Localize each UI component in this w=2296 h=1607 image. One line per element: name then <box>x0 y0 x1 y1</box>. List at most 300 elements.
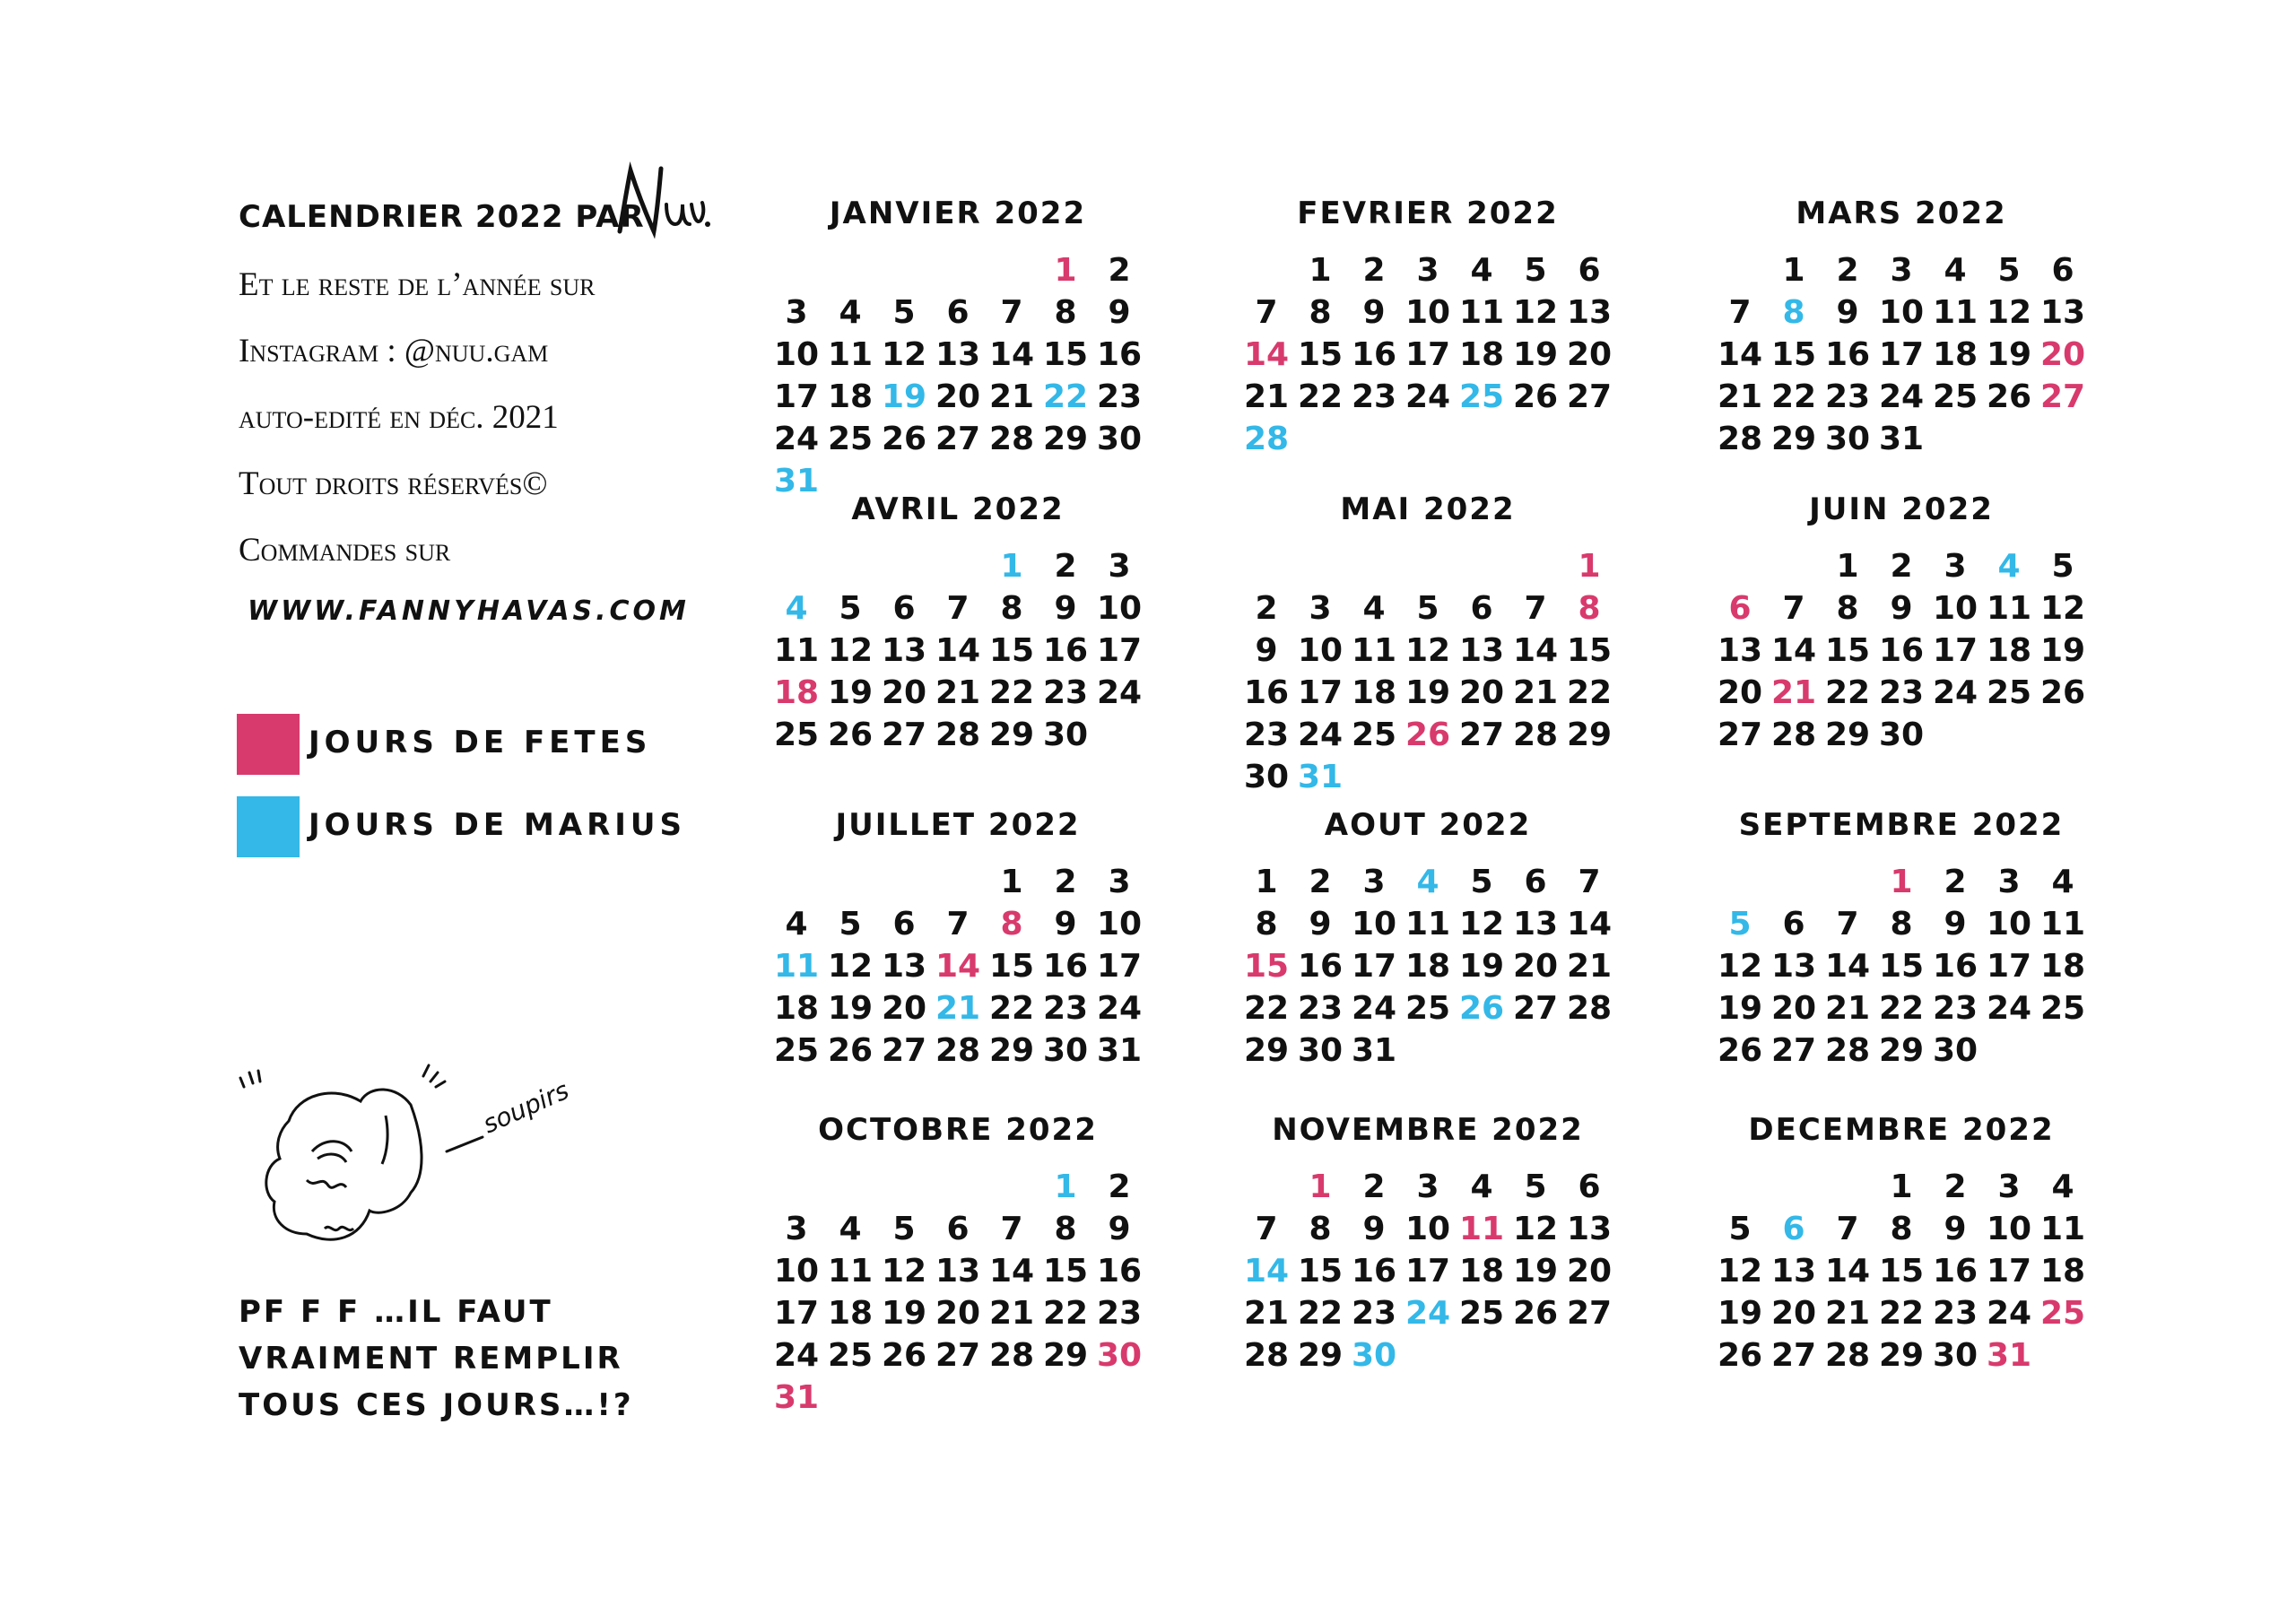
doodle-caption: PF F F …IL FAUT VRAIMENT REMPLIR TOUS CES JOURS…!? <box>239 1294 634 1423</box>
day-cell: 15 <box>1824 632 1871 669</box>
day-cell: 20 <box>1770 990 1817 1027</box>
day-cell: 15 <box>1770 336 1817 373</box>
day-cell: 28 <box>988 421 1035 457</box>
day-cell: 27 <box>1458 717 1505 753</box>
day-cell-marius: 4 <box>785 590 808 627</box>
day-cell: 26 <box>1986 378 2032 415</box>
day-cell: 6 <box>892 906 916 942</box>
info-line-self-published: auto-edité en déc. 2021 <box>239 399 559 436</box>
day-cell: 13 <box>2039 294 2086 331</box>
day-cell: 23 <box>1878 674 1925 711</box>
day-cell: 17 <box>1297 674 1344 711</box>
calendar-title: CALENDRIER 2022 PAR <box>239 199 645 235</box>
day-cell-fete: 14 <box>1243 336 1290 373</box>
day-cell: 9 <box>1255 632 1278 669</box>
month-day-grid <box>1239 249 1616 460</box>
day-cell: 18 <box>827 378 874 415</box>
empty-day-slot <box>1767 861 1821 903</box>
info-line-rest-of-year: Et le reste de l’année sur <box>239 266 596 303</box>
day-cell: 20 <box>881 674 927 711</box>
day-cell: 12 <box>1986 294 2032 331</box>
day-cell: 25 <box>827 1337 874 1374</box>
day-cell: 27 <box>1717 717 1763 753</box>
day-cell: 3 <box>785 1211 808 1247</box>
day-cell: 10 <box>1096 906 1143 942</box>
day-cell: 10 <box>1405 1211 1451 1247</box>
empty-day-slot <box>1455 545 1509 587</box>
day-cell: 29 <box>1878 1337 1925 1374</box>
month-day-grid <box>770 545 1146 756</box>
day-cell: 13 <box>935 1253 981 1290</box>
day-cell: 7 <box>1524 590 1547 627</box>
day-cell: 4 <box>839 1211 862 1247</box>
day-cell-marius: 11 <box>773 948 820 985</box>
day-cell: 11 <box>1458 294 1505 331</box>
empty-day-slot <box>1239 249 1293 291</box>
day-cell: 6 <box>1782 906 1805 942</box>
day-cell: 15 <box>1878 948 1925 985</box>
day-cell: 23 <box>1042 674 1089 711</box>
day-cell: 19 <box>1717 990 1763 1027</box>
day-cell: 18 <box>1351 674 1397 711</box>
day-cell: 23 <box>1351 378 1397 415</box>
day-cell: 19 <box>881 1295 927 1332</box>
day-cell: 30 <box>1096 421 1143 457</box>
day-cell: 7 <box>1255 1211 1278 1247</box>
day-cell-marius: 14 <box>1243 1253 1290 1290</box>
month-day-grid <box>770 861 1146 1072</box>
day-cell: 13 <box>881 948 927 985</box>
day-cell: 25 <box>773 717 820 753</box>
day-cell: 13 <box>1566 1211 1613 1247</box>
day-cell: 1 <box>1309 252 1332 289</box>
day-cell: 3 <box>1416 1168 1439 1205</box>
month-title: OCTOBRE 2022 <box>818 1112 1098 1148</box>
day-cell: 3 <box>785 294 808 331</box>
day-cell: 6 <box>1578 1168 1601 1205</box>
day-cell-marius: 25 <box>1458 378 1505 415</box>
month-day-grid <box>1713 249 2090 460</box>
day-cell: 24 <box>1351 990 1397 1027</box>
day-cell: 7 <box>1255 294 1278 331</box>
month-title: MAI 2022 <box>1340 491 1516 527</box>
day-cell-marius: 21 <box>935 990 981 1027</box>
day-cell: 14 <box>1824 948 1871 985</box>
legend-swatch-marius <box>237 796 300 857</box>
empty-day-slot <box>931 1166 985 1208</box>
day-cell: 4 <box>1470 1168 1493 1205</box>
day-cell: 11 <box>2039 1211 2086 1247</box>
month-day-grid <box>770 1166 1146 1419</box>
day-cell: 13 <box>1770 948 1817 985</box>
day-cell: 25 <box>1986 674 2032 711</box>
day-cell: 22 <box>1243 990 1290 1027</box>
day-cell: 16 <box>1042 632 1089 669</box>
day-cell-marius: 26 <box>1458 990 1505 1027</box>
day-cell: 24 <box>1932 674 1979 711</box>
day-cell: 3 <box>1309 590 1332 627</box>
day-cell: 19 <box>1717 1295 1763 1332</box>
day-cell: 9 <box>1944 1211 1967 1247</box>
month-title: MARS 2022 <box>1796 195 2007 231</box>
day-cell-fete: 1 <box>1890 864 1913 900</box>
day-cell: 17 <box>773 1295 820 1332</box>
day-cell: 5 <box>892 1211 916 1247</box>
day-cell: 25 <box>827 421 874 457</box>
day-cell: 27 <box>1566 1295 1613 1332</box>
month-day-grid <box>1713 861 2090 1072</box>
day-cell: 1 <box>1782 252 1805 289</box>
day-cell: 6 <box>946 1211 970 1247</box>
day-cell: 25 <box>1458 1295 1505 1332</box>
day-cell: 3 <box>1944 548 1967 585</box>
day-cell: 7 <box>1000 1211 1023 1247</box>
day-cell: 8 <box>1054 1211 1077 1247</box>
day-cell: 24 <box>773 1337 820 1374</box>
empty-day-slot <box>1821 1166 1874 1208</box>
day-cell: 29 <box>1297 1337 1344 1374</box>
day-cell: 9 <box>1054 590 1077 627</box>
day-cell: 26 <box>881 1337 927 1374</box>
day-cell: 17 <box>773 378 820 415</box>
day-cell: 26 <box>2039 674 2086 711</box>
day-cell: 19 <box>1458 948 1505 985</box>
day-cell: 20 <box>935 378 981 415</box>
day-cell: 21 <box>1243 1295 1290 1332</box>
day-cell-marius: 30 <box>1351 1337 1397 1374</box>
day-cell: 20 <box>1566 336 1613 373</box>
day-cell: 20 <box>1458 674 1505 711</box>
day-cell: 3 <box>1108 864 1131 900</box>
day-cell: 3 <box>1997 864 2021 900</box>
day-cell: 25 <box>1405 990 1451 1027</box>
empty-day-slot <box>1713 545 1767 587</box>
month-title: DECEMBRE 2022 <box>1748 1112 2055 1148</box>
day-cell: 11 <box>1351 632 1397 669</box>
day-cell: 19 <box>827 674 874 711</box>
day-cell: 9 <box>1944 906 1967 942</box>
day-cell: 21 <box>988 1295 1035 1332</box>
day-cell: 9 <box>1362 1211 1386 1247</box>
day-cell: 10 <box>773 336 820 373</box>
day-cell: 22 <box>1878 990 1925 1027</box>
day-cell: 27 <box>1770 1032 1817 1069</box>
day-cell: 17 <box>1878 336 1925 373</box>
day-cell: 4 <box>2051 1168 2074 1205</box>
day-cell-fete: 15 <box>1243 948 1290 985</box>
day-cell: 5 <box>1524 252 1547 289</box>
day-cell: 4 <box>2051 864 2074 900</box>
day-cell: 22 <box>1042 1295 1089 1332</box>
empty-day-slot <box>1401 545 1455 587</box>
day-cell: 19 <box>1986 336 2032 373</box>
day-cell: 21 <box>1566 948 1613 985</box>
day-cell: 11 <box>1405 906 1451 942</box>
day-cell: 28 <box>988 1337 1035 1374</box>
day-cell: 22 <box>1297 1295 1344 1332</box>
month-day-grid <box>770 249 1146 502</box>
day-cell: 2 <box>1944 864 1967 900</box>
day-cell: 28 <box>1512 717 1559 753</box>
day-cell: 16 <box>1042 948 1089 985</box>
day-cell: 14 <box>1770 632 1817 669</box>
day-cell-fete: 31 <box>773 1379 820 1416</box>
day-cell-fete: 25 <box>2039 1295 2086 1332</box>
day-cell: 22 <box>988 674 1035 711</box>
day-cell: 21 <box>1243 378 1290 415</box>
day-cell: 30 <box>1932 1337 1979 1374</box>
day-cell: 4 <box>1470 252 1493 289</box>
day-cell: 23 <box>1042 990 1089 1027</box>
doodle-sigh-text: soupirs <box>478 1075 574 1140</box>
legend-label-marius: JOURS DE MARIUS <box>309 807 687 843</box>
day-cell-marius: 5 <box>1728 906 1752 942</box>
day-cell: 5 <box>839 590 862 627</box>
day-cell: 19 <box>1405 674 1451 711</box>
day-cell: 29 <box>1770 421 1817 457</box>
day-cell: 21 <box>988 378 1035 415</box>
day-cell: 17 <box>1405 336 1451 373</box>
day-cell-fete: 20 <box>2039 336 2086 373</box>
day-cell-marius: 4 <box>1416 864 1439 900</box>
empty-day-slot <box>770 545 823 587</box>
empty-day-slot <box>1239 1166 1293 1208</box>
day-cell: 29 <box>1824 717 1871 753</box>
month-title: AOUT 2022 <box>1324 807 1532 843</box>
day-cell: 16 <box>1351 1253 1397 1290</box>
day-cell: 12 <box>1405 632 1451 669</box>
month-title: JANVIER 2022 <box>829 195 1087 231</box>
day-cell: 2 <box>1836 252 1859 289</box>
day-cell-fete: 21 <box>1770 674 1817 711</box>
legend-swatch-fetes <box>237 714 300 775</box>
day-cell: 2 <box>1890 548 1913 585</box>
info-line-copyright: Tout droits réservés© <box>239 465 548 502</box>
day-cell: 23 <box>1824 378 1871 415</box>
day-cell: 12 <box>827 948 874 985</box>
day-cell: 3 <box>1416 252 1439 289</box>
day-cell: 15 <box>1042 1253 1089 1290</box>
month-title: JUIN 2022 <box>1809 491 1994 527</box>
day-cell: 23 <box>1297 990 1344 1027</box>
day-cell: 22 <box>1824 674 1871 711</box>
day-cell: 21 <box>1824 1295 1871 1332</box>
day-cell: 25 <box>773 1032 820 1069</box>
day-cell: 18 <box>2039 948 2086 985</box>
day-cell: 8 <box>1255 906 1278 942</box>
day-cell: 9 <box>1362 294 1386 331</box>
day-cell: 14 <box>988 1253 1035 1290</box>
day-cell: 5 <box>1524 1168 1547 1205</box>
day-cell-marius: 8 <box>1782 294 1805 331</box>
empty-day-slot <box>931 545 985 587</box>
day-cell: 11 <box>1932 294 1979 331</box>
day-cell: 18 <box>1986 632 2032 669</box>
day-cell: 31 <box>1878 421 1925 457</box>
day-cell: 19 <box>827 990 874 1027</box>
day-cell: 8 <box>1309 1211 1332 1247</box>
day-cell: 7 <box>1578 864 1601 900</box>
day-cell: 6 <box>946 294 970 331</box>
empty-day-slot <box>770 861 823 903</box>
day-cell: 22 <box>1770 378 1817 415</box>
day-cell: 29 <box>1243 1032 1290 1069</box>
day-cell: 6 <box>892 590 916 627</box>
day-cell: 29 <box>988 717 1035 753</box>
day-cell: 30 <box>1932 1032 1979 1069</box>
day-cell: 7 <box>946 590 970 627</box>
day-cell: 14 <box>1824 1253 1871 1290</box>
day-cell: 8 <box>1309 294 1332 331</box>
day-cell: 23 <box>1096 378 1143 415</box>
empty-day-slot <box>1767 545 1821 587</box>
day-cell: 15 <box>988 948 1035 985</box>
month-title: SEPTEMBRE 2022 <box>1738 807 2065 843</box>
day-cell: 27 <box>1512 990 1559 1027</box>
day-cell: 8 <box>1890 1211 1913 1247</box>
day-cell: 17 <box>1096 948 1143 985</box>
day-cell: 5 <box>1997 252 2021 289</box>
day-cell-marius: 24 <box>1405 1295 1451 1332</box>
day-cell: 22 <box>988 990 1035 1027</box>
day-cell: 12 <box>2039 590 2086 627</box>
day-cell-marius: 6 <box>1782 1211 1805 1247</box>
day-cell: 6 <box>1578 252 1601 289</box>
day-cell-marius: 1 <box>1054 1168 1077 1205</box>
empty-day-slot <box>931 249 985 291</box>
day-cell: 4 <box>1362 590 1386 627</box>
day-cell: 24 <box>1986 990 2032 1027</box>
day-cell: 30 <box>1878 717 1925 753</box>
day-cell: 27 <box>935 1337 981 1374</box>
day-cell: 28 <box>935 1032 981 1069</box>
day-cell-marius: 28 <box>1243 421 1290 457</box>
empty-day-slot <box>823 1166 877 1208</box>
day-cell: 18 <box>1458 1253 1505 1290</box>
day-cell: 26 <box>1512 1295 1559 1332</box>
day-cell-fete: 31 <box>1986 1337 2032 1374</box>
day-cell: 30 <box>1297 1032 1344 1069</box>
month-day-grid <box>1239 545 1616 798</box>
day-cell: 17 <box>1986 948 2032 985</box>
day-cell: 28 <box>1566 990 1613 1027</box>
day-cell: 12 <box>1512 1211 1559 1247</box>
day-cell: 21 <box>1512 674 1559 711</box>
day-cell: 5 <box>839 906 862 942</box>
month-title: JUILLET 2022 <box>835 807 1081 843</box>
day-cell: 26 <box>1717 1337 1763 1374</box>
day-cell: 22 <box>1878 1295 1925 1332</box>
day-cell: 25 <box>1351 717 1397 753</box>
website-link[interactable]: WWW.FANNYHAVAS.COM <box>248 595 690 627</box>
empty-day-slot <box>877 1166 931 1208</box>
day-cell-fete: 30 <box>1096 1337 1143 1374</box>
day-cell: 25 <box>1932 378 1979 415</box>
day-cell: 26 <box>827 1032 874 1069</box>
day-cell: 16 <box>1096 336 1143 373</box>
day-cell: 5 <box>2051 548 2074 585</box>
day-cell: 3 <box>1890 252 1913 289</box>
day-cell: 6 <box>1470 590 1493 627</box>
day-cell-fete: 6 <box>1728 590 1752 627</box>
info-line-instagram: Instagram : @nuu.gam <box>239 333 549 369</box>
day-cell-fete: 11 <box>1458 1211 1505 1247</box>
day-cell: 8 <box>1836 590 1859 627</box>
day-cell: 28 <box>1717 421 1763 457</box>
day-cell: 22 <box>1297 378 1344 415</box>
day-cell: 16 <box>1297 948 1344 985</box>
empty-day-slot <box>1347 545 1401 587</box>
day-cell: 31 <box>1096 1032 1143 1069</box>
day-cell: 7 <box>1836 906 1859 942</box>
day-cell: 10 <box>1096 590 1143 627</box>
day-cell: 23 <box>1932 1295 1979 1332</box>
day-cell: 11 <box>827 1253 874 1290</box>
day-cell: 20 <box>1717 674 1763 711</box>
day-cell: 5 <box>1728 1211 1752 1247</box>
day-cell: 18 <box>1932 336 1979 373</box>
day-cell: 10 <box>1351 906 1397 942</box>
day-cell: 2 <box>1054 864 1077 900</box>
day-cell: 13 <box>881 632 927 669</box>
empty-day-slot <box>877 249 931 291</box>
day-cell-marius: 4 <box>1997 548 2021 585</box>
empty-day-slot <box>985 1166 1039 1208</box>
day-cell: 2 <box>1108 1168 1131 1205</box>
day-cell-fete: 18 <box>773 674 820 711</box>
empty-day-slot <box>1239 545 1293 587</box>
day-cell: 9 <box>1108 1211 1131 1247</box>
day-cell: 1 <box>1836 548 1859 585</box>
day-cell: 12 <box>1717 1253 1763 1290</box>
day-cell-fete: 26 <box>1405 717 1451 753</box>
day-cell: 24 <box>1878 378 1925 415</box>
day-cell: 11 <box>1986 590 2032 627</box>
day-cell: 20 <box>935 1295 981 1332</box>
day-cell: 14 <box>988 336 1035 373</box>
day-cell: 16 <box>1824 336 1871 373</box>
day-cell: 15 <box>1566 632 1613 669</box>
day-cell: 23 <box>1096 1295 1143 1332</box>
day-cell: 6 <box>1524 864 1547 900</box>
day-cell: 12 <box>1717 948 1763 985</box>
day-cell: 7 <box>1836 1211 1859 1247</box>
month-title: NOVEMBRE 2022 <box>1272 1112 1584 1148</box>
day-cell-marius: 19 <box>881 378 927 415</box>
day-cell: 12 <box>1512 294 1559 331</box>
day-cell: 13 <box>1458 632 1505 669</box>
day-cell: 16 <box>1243 674 1290 711</box>
day-cell: 29 <box>1042 1337 1089 1374</box>
day-cell: 26 <box>1717 1032 1763 1069</box>
day-cell-marius: 22 <box>1042 378 1089 415</box>
day-cell: 5 <box>1470 864 1493 900</box>
day-cell: 9 <box>1054 906 1077 942</box>
day-cell: 2 <box>1362 1168 1386 1205</box>
day-cell: 24 <box>1986 1295 2032 1332</box>
day-cell: 23 <box>1243 717 1290 753</box>
day-cell: 9 <box>1108 294 1131 331</box>
empty-day-slot <box>823 249 877 291</box>
day-cell-fete: 1 <box>1578 548 1601 585</box>
day-cell: 30 <box>1042 717 1089 753</box>
day-cell: 20 <box>1566 1253 1613 1290</box>
day-cell: 15 <box>1042 336 1089 373</box>
day-cell: 16 <box>1878 632 1925 669</box>
day-cell: 8 <box>1000 590 1023 627</box>
day-cell: 26 <box>1512 378 1559 415</box>
day-cell: 3 <box>1362 864 1386 900</box>
